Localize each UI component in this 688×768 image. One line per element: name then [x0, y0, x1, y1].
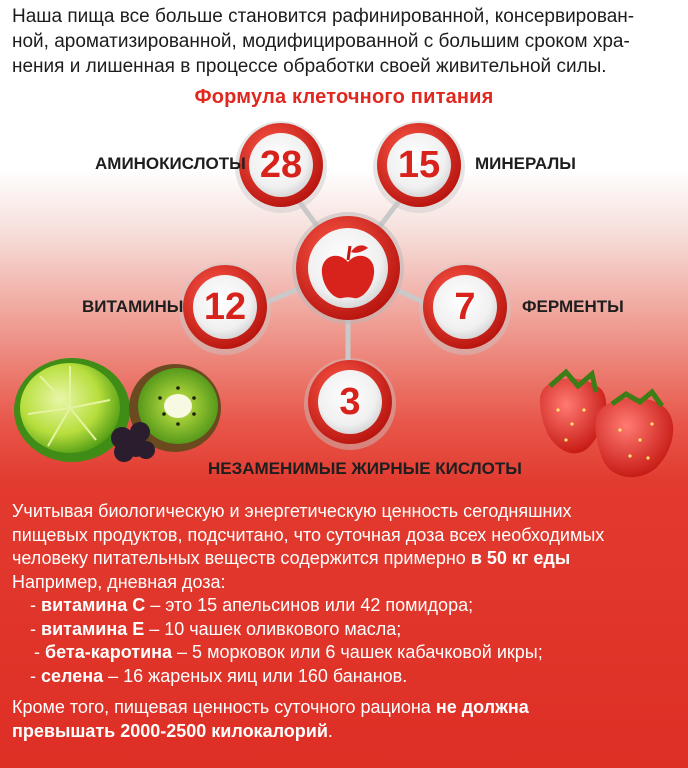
list-item-text: – 16 жареных яиц или 160 бананов. [103, 665, 408, 686]
center-circle [292, 212, 404, 324]
list-dash: - [30, 665, 41, 686]
intro-line-3: нения и лишенная в процессе обработки своей живительной силы. [12, 56, 607, 77]
value-enzymes: 7 [454, 285, 476, 328]
body-line-p2-1 [12, 696, 680, 720]
strawberries-image [540, 372, 673, 477]
body-line-p2-2 [12, 720, 680, 744]
value-aminoacids: 28 [259, 143, 303, 186]
body-text [12, 500, 680, 743]
list-item-text: – это 15 апельсинов или 42 помидора; [145, 595, 474, 615]
list-item-name: витамина С [41, 595, 146, 615]
body-line-4: Например, дневная доза: [12, 571, 226, 592]
label-enzymes: ФЕРМЕНТЫ [522, 297, 624, 316]
body-line-1: Учитывая биологическую и энергетическую ценность сегодняшних [12, 501, 572, 521]
value-vitamins: 12 [203, 285, 247, 328]
list-item-text: – 10 чашек оливкового масла; [144, 618, 402, 639]
label-vitamins: ВИТАМИНЫ [82, 297, 184, 316]
p2-text: Кроме того, пищевая ценность суточного рациона [12, 697, 436, 717]
body-line-3-text: человеку питательных веществ содержится примерно [12, 548, 471, 568]
list-dash: - [30, 618, 41, 639]
list-item-name: селена [41, 665, 104, 686]
label-aminoacids: АМИНОКИСЛОТЫ [95, 154, 246, 173]
p2-end: . [327, 720, 333, 741]
body-line-2: пищевых продуктов, подсчитано, что суточная доза всех необходимых [12, 524, 605, 545]
intro-line-2: ной, ароматизированной, модифицированной с большим сроком хра- [12, 31, 630, 52]
intro-line-1: Наша пища все больше становится рафинированной, консервирован- [12, 6, 635, 27]
list-item [12, 618, 680, 642]
list-dash: - [30, 595, 41, 615]
list-item [12, 594, 680, 618]
value-fatty-acids: 3 [339, 380, 361, 423]
formula-title: Формула клеточного питания [194, 86, 494, 108]
calorie-limit: превышать 2000-2500 килокалорий [12, 720, 328, 741]
highlight-50kg: в 50 кг еды [470, 548, 571, 568]
value-minerals: 15 [397, 143, 441, 186]
lime-kiwi-blackberry-image [14, 358, 221, 462]
list-item-text: – 5 морковок или 6 чашек кабачковой икры; [172, 642, 543, 662]
label-minerals: МИНЕРАЛЫ [475, 154, 576, 173]
list-item-name: витамина Е [41, 618, 145, 639]
list-item [12, 665, 680, 689]
body-line-3 [12, 547, 680, 571]
list-dash: - [34, 642, 45, 662]
list-item [12, 641, 680, 665]
list-item-name: бета-каротина [45, 642, 173, 662]
p2-highlight: не должна [435, 697, 529, 717]
label-fatty-acids: НЕЗАМЕНИМЫЕ ЖИРНЫЕ КИСЛОТЫ [208, 459, 522, 478]
